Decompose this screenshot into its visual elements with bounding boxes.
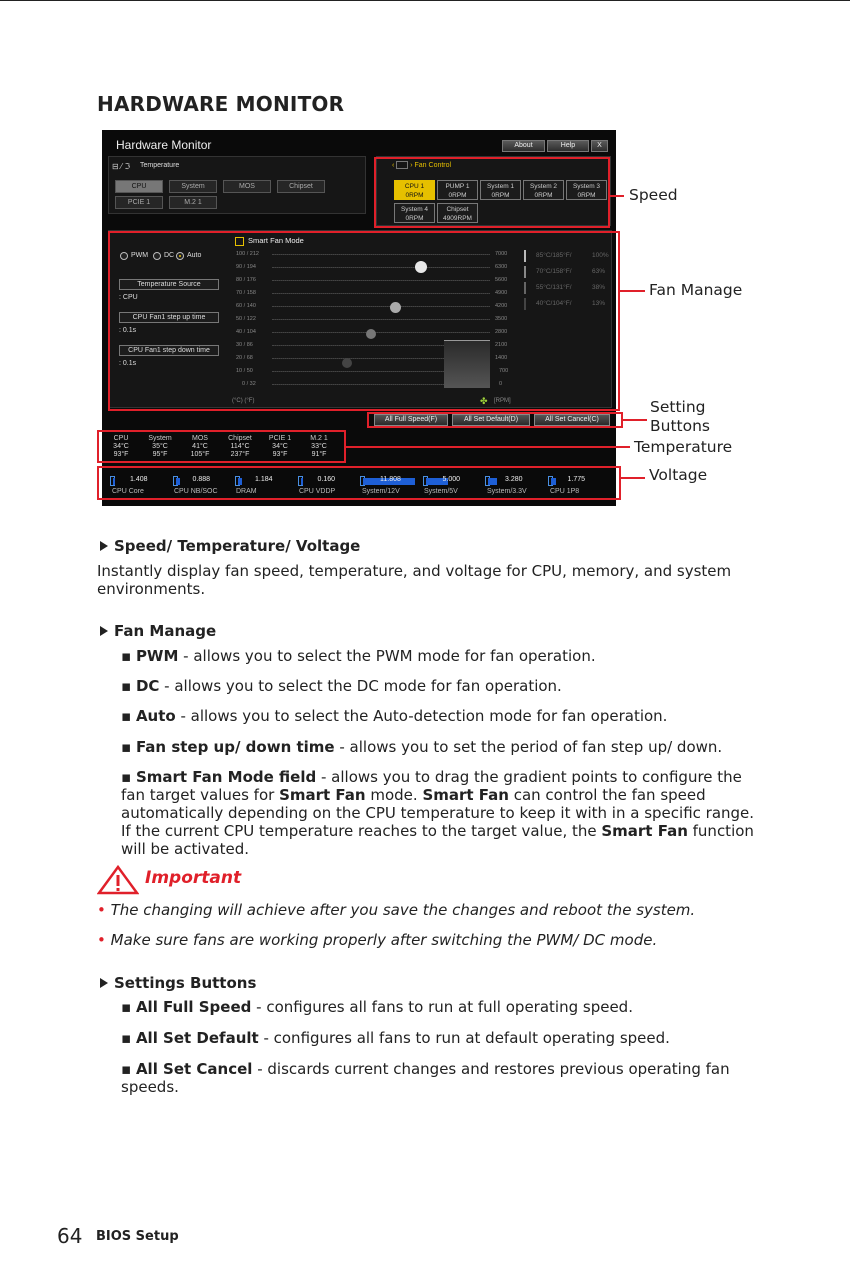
- item-smart-fan-mode: ▪ Smart Fan Mode field - allows you to drag the gradient points to configure the fan target values for Smart Fan mode. Smart Fan can control the fan speed automatically depending on the CPU temperature to keep it with in a specific range. If the current CPU temperature reaches to the target value, the Smart Fan function will be activated.: [121, 768, 755, 858]
- fan-btn-cpu1[interactable]: CPU 1 0RPM: [394, 180, 435, 200]
- fan-btn-system3[interactable]: System 3 0RPM: [566, 180, 607, 200]
- voltage-value: 11.808: [380, 476, 401, 483]
- important-note-1: • The changing will achieve after you save the changes and reboot the system.: [97, 901, 696, 919]
- y-left-tick: 90 / 194: [236, 264, 256, 270]
- voltage-callout-label: Voltage: [649, 466, 708, 484]
- item-all-set-default: ▪ All Set Default - configures all fans to run at default operating speed.: [121, 1029, 670, 1047]
- temp-readout-cpu: CPU 34°C 93°F: [113, 435, 129, 458]
- temp-readout-pcie1: PCIE 1 34°C 93°F: [268, 435, 292, 458]
- step-down-time-value: : 0.1s: [119, 360, 137, 367]
- y-left-tick: 40 / 104: [236, 329, 256, 335]
- triangle-bullet-icon: [100, 978, 108, 988]
- temperature-callout-label: Temperature: [634, 438, 733, 456]
- temp-btn-mos[interactable]: MOS: [223, 180, 271, 193]
- y-left-tick: 80 / 176: [236, 277, 256, 283]
- axis-units-right: [RPM]: [494, 398, 511, 404]
- temp-readout-m2-1: M.2 1 33°C 91°F: [310, 435, 328, 458]
- section-heading-settings-buttons: Settings Buttons: [100, 974, 256, 992]
- bios-window-title: Hardware Monitor: [116, 138, 212, 152]
- voltage-label: System/5V: [424, 488, 458, 495]
- top-rule: [0, 0, 850, 1]
- setting-buttons-callout-label: Setting Buttons: [650, 398, 710, 435]
- all-full-speed-button[interactable]: All Full Speed(F): [374, 414, 448, 426]
- fan-manage-callout-label: Fan Manage: [649, 281, 743, 299]
- item-dc: ▪ DC - allows you to select the DC mode for fan operation.: [121, 677, 562, 695]
- temp-readout-system: System 35°C 95°F: [148, 435, 172, 458]
- section-body-speed-temp-voltage: Instantly display fan speed, temperature, and voltage for CPU, memory, and system environments.: [97, 562, 732, 598]
- y-right-tick: 5600: [495, 277, 508, 283]
- voltage-value: 5.000: [442, 476, 461, 483]
- temperature-callout-line: [346, 446, 630, 448]
- y-right-tick: 0: [499, 381, 503, 387]
- footer-section-name: BIOS Setup: [96, 1229, 179, 1244]
- step-up-time-button[interactable]: CPU Fan1 step up time: [119, 312, 219, 323]
- temp-readout-mos: MOS 41°C 105°F: [190, 435, 210, 458]
- temperature-source-value: : CPU: [119, 294, 138, 301]
- fan-btn-system1[interactable]: System 1 0RPM: [480, 180, 521, 200]
- voltage-label: CPU NB/SOC: [174, 488, 218, 495]
- all-set-default-button[interactable]: All Set Default(D): [452, 414, 530, 426]
- voltage-value: 1.184: [255, 476, 273, 483]
- voltage-callout-line: [621, 477, 645, 479]
- temperature-callout-box: [97, 430, 346, 463]
- pwm-label: PWM: [131, 252, 149, 259]
- page-title: HARDWARE MONITOR: [97, 92, 345, 116]
- legend-temp: 40°C/104°F/: [536, 300, 572, 307]
- y-right-tick: 2800: [495, 329, 508, 335]
- y-right-tick: 4200: [495, 303, 508, 309]
- warning-icon: [97, 865, 139, 895]
- fan-btn-system4[interactable]: System 4 0RPM: [394, 203, 435, 223]
- y-left-tick: 10 / 50: [236, 368, 253, 374]
- section-heading-speed-temp-voltage: Speed/ Temperature/ Voltage: [100, 537, 360, 555]
- legend-pct: 13%: [592, 300, 606, 307]
- axis-units-left: (°C) (°F): [232, 398, 255, 404]
- voltage-callout-box: [97, 466, 621, 500]
- temperature-source-button[interactable]: Temperature Source: [119, 279, 219, 290]
- triangle-bullet-icon: [100, 626, 108, 636]
- auto-label: Auto: [187, 252, 202, 259]
- fan-manage-callout-line: [620, 290, 645, 292]
- voltage-value: 0.888: [192, 476, 211, 483]
- y-left-tick: 30 / 86: [236, 342, 253, 348]
- y-left-tick: 20 / 68: [236, 355, 253, 361]
- help-button[interactable]: Help: [547, 140, 589, 152]
- fan-btn-pump1[interactable]: PUMP 1 0RPM: [437, 180, 478, 200]
- about-button[interactable]: About: [502, 140, 545, 152]
- y-left-tick: 60 / 140: [236, 303, 256, 309]
- fan-icon: ✤: [480, 396, 488, 406]
- speed-callout-box: [374, 157, 610, 228]
- fan-btn-chipset[interactable]: Chipset 4909RPM: [437, 203, 478, 223]
- item-auto: ▪ Auto - allows you to select the Auto-detection mode for fan operation.: [121, 707, 668, 725]
- temp-btn-cpu[interactable]: CPU: [115, 180, 163, 193]
- temp-readout-chipset: Chipset 114°C 237°F: [228, 435, 252, 458]
- step-up-time-value: : 0.1s: [119, 327, 137, 334]
- speed-callout-label: Speed: [629, 186, 678, 204]
- setting-buttons-callout-box: [367, 412, 623, 428]
- item-pwm: ▪ PWM - allows you to select the PWM mode for fan operation.: [121, 647, 596, 665]
- fan-control-title: ‹ › Fan Control: [392, 161, 452, 169]
- fan-btn-system2[interactable]: System 2 0RPM: [523, 180, 564, 200]
- setting-buttons-callout-line: [623, 419, 647, 421]
- y-right-tick: 4900: [495, 290, 508, 296]
- legend-pct: 63%: [592, 268, 606, 275]
- temp-btn-system[interactable]: System: [169, 180, 217, 193]
- close-button[interactable]: X: [591, 140, 608, 152]
- temperature-tab-title: Temperature: [140, 162, 180, 169]
- voltage-value: 1.408: [130, 476, 148, 483]
- legend-temp: 70°C/158°F/: [536, 268, 572, 275]
- temperature-tab-icon: ⊟ ⁄ ℑ: [112, 162, 131, 171]
- item-all-set-cancel: ▪ All Set Cancel - discards current changes and restores previous operating fan speeds.: [121, 1060, 730, 1096]
- y-right-tick: 7000: [495, 251, 508, 257]
- voltage-label: System/3.3V: [487, 488, 527, 495]
- voltage-label: CPU Core: [112, 488, 144, 495]
- smart-fan-mode-label: Smart Fan Mode: [248, 236, 304, 245]
- item-fan-step: ▪ Fan step up/ down time - allows you to set the period of fan step up/ down.: [121, 738, 723, 756]
- section-heading-fan-manage: Fan Manage: [100, 622, 216, 640]
- important-label: Important: [145, 868, 242, 888]
- temp-btn-chipset[interactable]: Chipset: [277, 180, 325, 193]
- legend-temp: 55°C/131°F/: [536, 284, 572, 291]
- item-all-full-speed: ▪ All Full Speed - configures all fans to run at full operating speed.: [121, 998, 633, 1016]
- y-right-tick: 1400: [495, 355, 508, 361]
- triangle-bullet-icon: [100, 541, 108, 551]
- y-right-tick: 6300: [495, 264, 508, 270]
- y-left-tick: 100 / 212: [236, 251, 259, 257]
- voltage-label: System/12V: [362, 488, 400, 495]
- fan-manage-callout-box: [108, 231, 620, 411]
- dc-label: DC: [164, 252, 175, 259]
- voltage-label: CPU 1P8: [550, 488, 580, 495]
- voltage-label: CPU VDDP: [299, 488, 336, 495]
- voltage-value: 3.280: [505, 476, 523, 483]
- y-left-tick: 50 / 122: [236, 316, 256, 322]
- temp-btn-pcie1[interactable]: PCIE 1: [115, 196, 163, 209]
- all-set-cancel-button[interactable]: All Set Cancel(C): [534, 414, 610, 426]
- legend-temp: 85°C/185°F/: [536, 252, 572, 259]
- y-left-tick: 0 / 32: [242, 381, 256, 387]
- legend-pct: 100%: [592, 252, 609, 259]
- important-note-2: • Make sure fans are working properly after switching the PWM/ DC mode.: [97, 931, 658, 949]
- legend-pct: 38%: [592, 284, 606, 291]
- voltage-label: DRAM: [236, 488, 257, 495]
- y-right-tick: 3500: [495, 316, 508, 322]
- voltage-value: 0.160: [317, 476, 336, 483]
- page-number: 64: [57, 1224, 83, 1248]
- step-down-time-button[interactable]: CPU Fan1 step down time: [119, 345, 219, 356]
- y-right-tick: 700: [499, 368, 509, 374]
- temp-btn-m2-1[interactable]: M.2 1: [169, 196, 217, 209]
- voltage-value: 1.775: [567, 476, 586, 483]
- y-left-tick: 70 / 158: [236, 290, 256, 296]
- y-right-tick: 2100: [495, 342, 508, 348]
- speed-callout-line: [610, 195, 624, 197]
